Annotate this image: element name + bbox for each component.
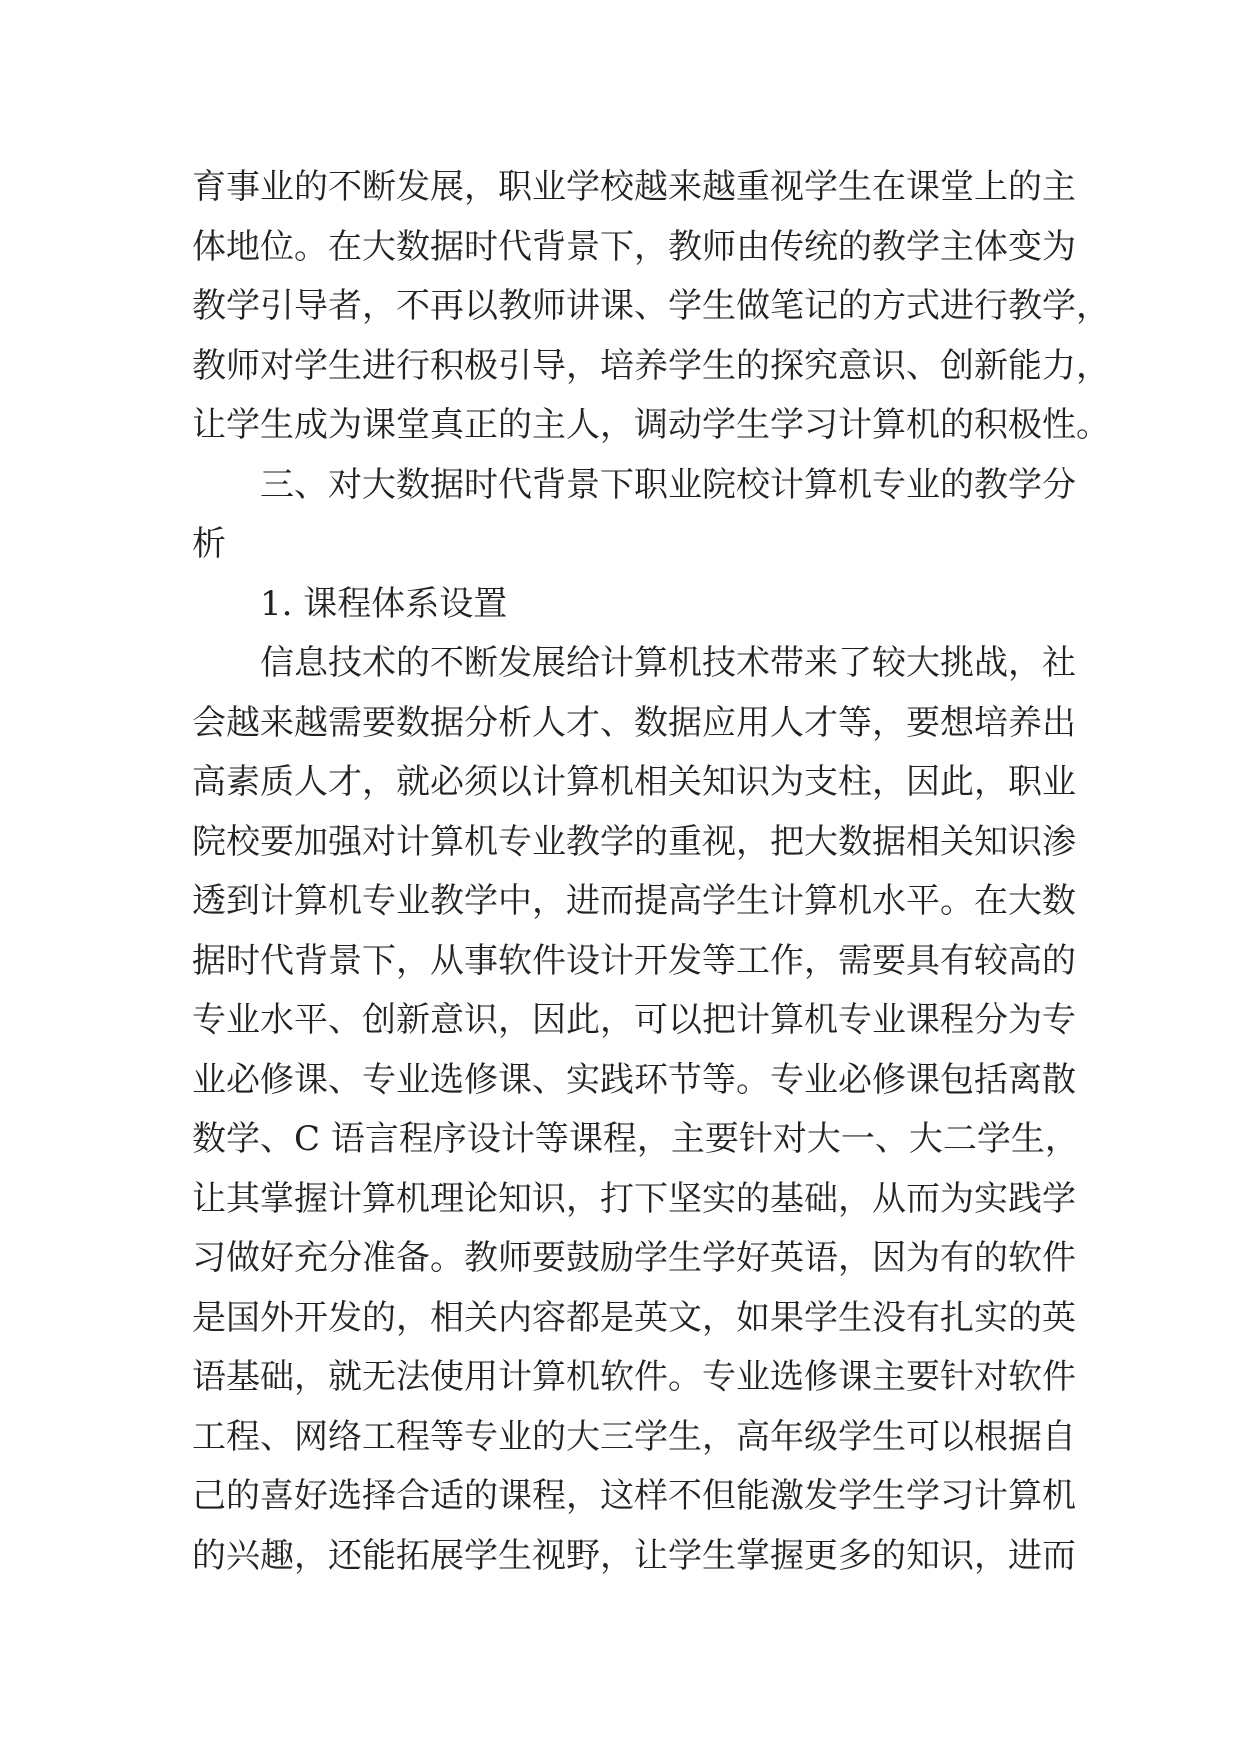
text-line: 专业水平、创新意识，因此，可以把计算机专业课程分为专	[192, 1000, 1076, 1040]
document-body	[192, 158, 1110, 1586]
subsection-heading	[192, 575, 1050, 635]
heading-line: 1. 课程体系设置	[260, 583, 508, 624]
text-line: 己的喜好选择合适的课程，这样不但能激发学生学习计算机	[192, 1476, 1076, 1516]
text-line: 会越来越需要数据分析人才、数据应用人才等，要想培养出	[192, 702, 1076, 743]
text-line: 是国外开发的，相关内容都是英文，如果学生没有扎实的英	[192, 1297, 1076, 1338]
text-line: 院校要加强对计算机专业教学的重视，把大数据相关知识渗	[192, 821, 1076, 862]
text-line: 工程、网络工程等专业的大三学生，高年级学生可以根据自	[192, 1416, 1076, 1457]
text-line: 透到计算机专业教学中，进而提高学生计算机水平。在大数	[192, 881, 1076, 921]
heading-line: 三、对大数据时代背景下职业院校计算机专业的教学分	[260, 464, 1076, 505]
text-line: 语基础，就无法使用计算机软件。专业选修课主要针对软件	[192, 1357, 1076, 1397]
text-line: 让其掌握计算机理论知识，打下坚实的基础，从而为实践学	[192, 1178, 1076, 1219]
text-line: 习做好充分准备。教师要鼓励学生学好英语，因为有的软件	[192, 1238, 1076, 1278]
text-line: 让学生成为课堂真正的主人，调动学生学习计算机的积极性。	[192, 405, 1110, 445]
text-line: 教学引导者，不再以教师讲课、学生做笔记的方式进行教学，	[192, 286, 1110, 326]
paragraph	[192, 158, 1110, 456]
text-line: 数学、C 语言程序设计等课程，主要针对大一、大二学生，	[192, 1119, 1079, 1159]
text-line: 育事业的不断发展，职业学校越来越重视学生在课堂上的主	[192, 167, 1076, 207]
text-line: 高素质人才，就必须以计算机相关知识为支柱，因此，职业	[192, 762, 1076, 802]
text-line: 体地位。在大数据时代背景下，教师由传统的教学主体变为	[192, 226, 1076, 267]
paragraph	[192, 634, 1079, 1586]
text-line: 信息技术的不断发展给计算机技术带来了较大挑战，社	[260, 643, 1076, 683]
heading-line: 析	[192, 524, 226, 564]
text-line: 的兴趣，还能拓展学生视野，让学生掌握更多的知识，进而	[192, 1535, 1076, 1576]
text-line: 业必修课、专业选修课、实践环节等。专业必修课包括离散	[192, 1059, 1076, 1100]
text-line: 教师对学生进行积极引导，培养学生的探究意识、创新能力，	[192, 345, 1110, 386]
section-heading	[192, 456, 1076, 575]
text-line: 据时代背景下，从事软件设计开发等工作，需要具有较高的	[192, 940, 1076, 981]
